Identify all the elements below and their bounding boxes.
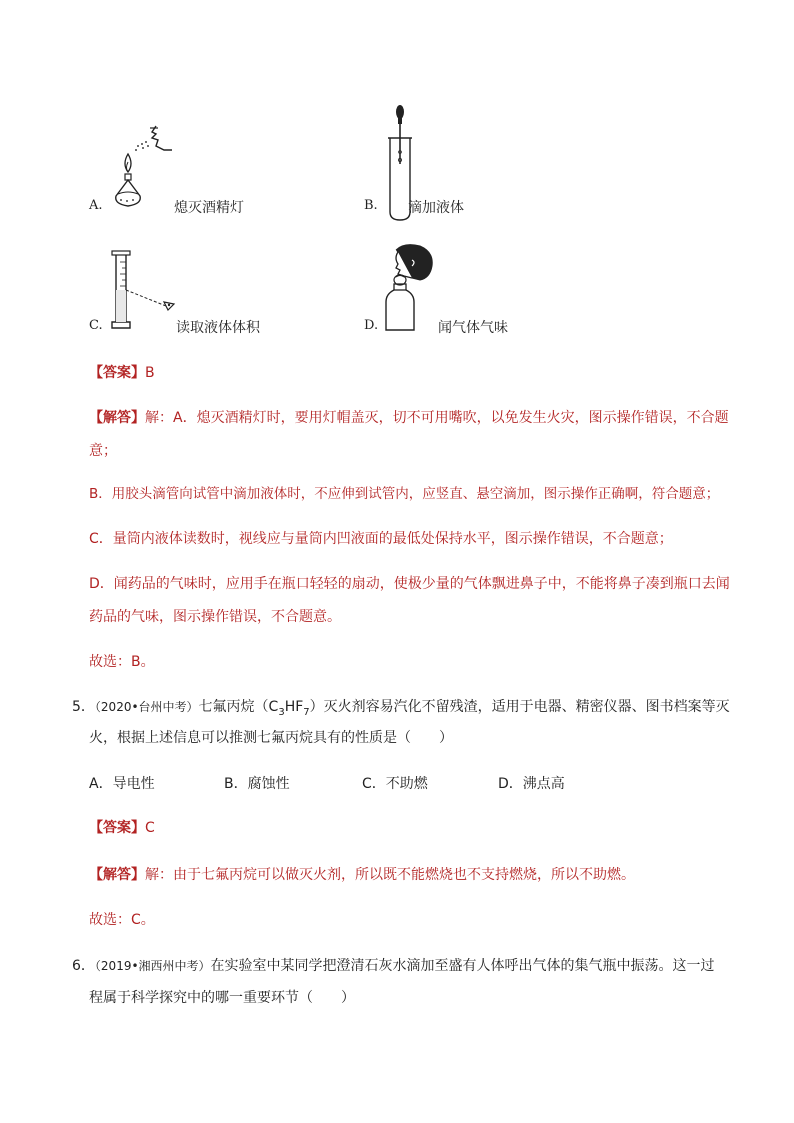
q5-stem-line-1 [72,697,730,723]
alcohol-lamp-blow-icon [112,120,182,216]
q4-option-label-d: 闻气体气味 [438,320,508,336]
q5-explanation [89,865,635,885]
q4-option-label-b: 滴加液体 [408,200,464,216]
q6-stem-line-2: 程属于科学探究中的哪一重要环节（ ） [89,990,355,1006]
question-source: （2019•湘西州中考） [94,959,211,973]
explanation-text: 解：A．熄灭酒精灯时，要用灯帽盖灭，切不可用嘴吹，以免发生火灾，图示操作错误，不合题 [145,410,729,426]
q4-option-label-c: 读取液体体积 [176,320,260,336]
question-stem-c: ）灭火剂容易汽化不留残渣，适用于电器、精密仪器、图书档案等灭 [309,699,730,715]
q6-stem-line-1 [72,956,715,976]
smell-gas-bottle-icon [382,244,438,334]
q5-option-a: A．导电性 [89,776,155,792]
subscript-3: 3 [278,706,285,718]
q5-stem-line-2: 火，根据上述信息可以推测七氟丙烷具有的性质是（ ） [89,730,453,746]
q5-choice: 故选：C。 [89,912,155,928]
q4-explanation-line-3: B．用胶头滴管向试管中滴加液体时，不应伸到试管内，应竖直、悬空滴加，图示操作正确啊，符合题意； [89,486,720,502]
question-source: （2020•台州中考） [94,700,199,714]
q4-option-letter-c: C. [89,318,103,333]
question-stem: 在实验室中某同学把澄清石灰水滴加至盛有人体呼出气体的集气瓶中振荡。这一过 [210,958,715,974]
question-number: 5． [72,699,95,715]
q4-explanation-line-2: 意； [89,443,117,459]
q4-explanation-line-4: C．量筒内液体读数时，视线应与量筒内凹液面的最低处保持水平，图示操作错误，不合题意； [89,531,673,547]
question-number: 6． [72,958,95,974]
answer-tag: 【答案】 [89,820,145,836]
q4-option-letter-b: B. [364,198,378,213]
q4-explanation-line-6: 药品的气味，图示操作错误，不合题意。 [89,609,341,625]
q4-option-label-a: 熄灭酒精灯 [174,200,244,216]
question-stem-b: HF [284,699,304,715]
q5-option-d: D．沸点高 [498,776,565,792]
subscript-7: 7 [303,706,310,718]
q4-explanation-line-1 [89,408,729,428]
q4-choice: 故选：B。 [89,654,155,670]
answer-value: B [145,365,155,381]
answer-value: C [145,820,155,836]
explanation-tag: 【解答】 [89,867,145,883]
q5-option-b: B．腐蚀性 [224,776,290,792]
answer-tag: 【答案】 [89,365,145,381]
explanation-tag: 【解答】 [89,410,145,426]
explanation-text: 解：由于七氟丙烷可以做灭火剂，所以既不能燃烧也不支持燃烧，所以不助燃。 [145,867,635,883]
q4-explanation-line-5: D．闻药品的气味时，应用手在瓶口轻轻的扇动，使极少量的气体飘进鼻子中，不能将鼻子凑到瓶口去闻 [89,576,730,592]
q4-answer [89,363,155,383]
q4-option-letter-a: A. [89,198,103,213]
q5-answer [89,818,155,838]
q5-option-c: C．不助燃 [362,776,428,792]
question-stem-a: 七氟丙烷（C [198,699,279,715]
graduated-cylinder-read-icon [108,250,180,332]
q4-option-letter-d: D. [364,318,379,333]
